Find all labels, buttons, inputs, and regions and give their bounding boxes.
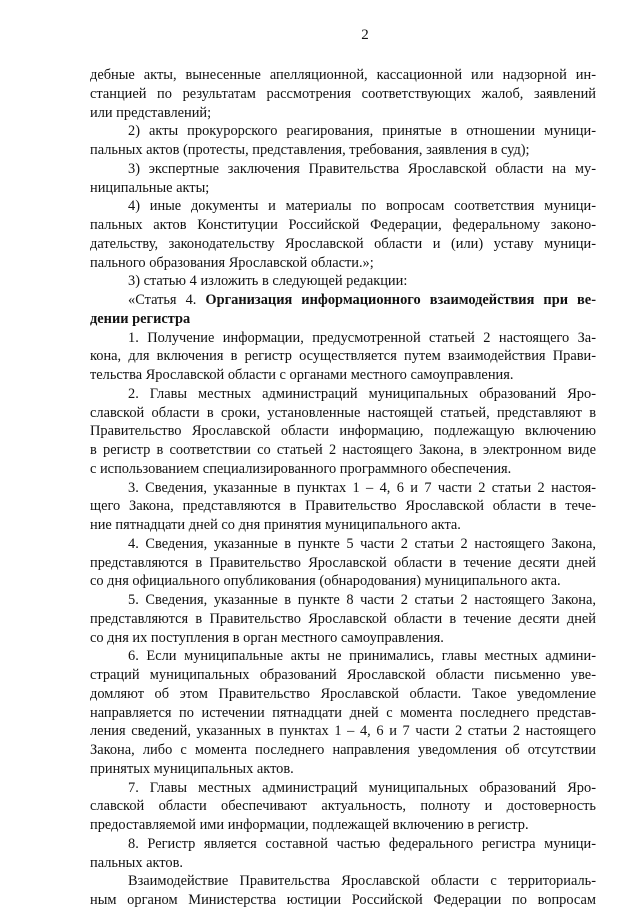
text-line: со дня их поступления в орган местного самоуправления. (90, 629, 444, 646)
text-line: славской области обеспечивают актуальность, полноту и достоверность (90, 798, 596, 815)
text-line: 5. Сведения, указанные в пункте 8 части 2 статьи 2 настоящего Закона, (128, 592, 596, 608)
text-line: домляют об этом Правительство Ярославской области. Такое уведомление (90, 685, 596, 702)
text-line: дении регистра (90, 310, 191, 327)
text-line: 1. Получение информации, предусмотренной статьей 2 настоящего За- (128, 329, 596, 346)
text-line: со дня официального опубликования (обнародования) муниципального акта. (90, 573, 561, 590)
text-line: ным органом Министерства юстиции Российской Федерации по вопросам (90, 892, 596, 908)
line-prefix: «Статья 4. (128, 292, 206, 308)
text-line: станцией по результатам рассмотрения соответствующих жалоб, заявлений (90, 85, 596, 102)
text-line: с использованием специализированного программного обеспечения. (90, 460, 512, 477)
text-line: представляются в Правительство Ярославской области в течение десяти дней (90, 554, 596, 571)
text-line: 2. Главы местных администраций муниципальных образований Яро- (128, 385, 596, 402)
text-line: предоставляемой ими информации, подлежащей включению в регистр. (90, 817, 529, 833)
text-line: 4. Сведения, указанные в пункте 5 части 2 статьи 2 настоящего Закона, (128, 535, 596, 552)
text-line: 7. Главы местных администраций муниципальных образований Яро- (128, 779, 596, 796)
document-body (90, 66, 596, 910)
text-line: тельства Ярославской области с органами местного самоуправления. (90, 367, 514, 383)
text-line: кона, для включения в регистр осуществляется путем взаимодействия Прави- (90, 348, 596, 365)
text-line: в регистр в соответствии со статьей 2 настоящего Закона, в электронном виде (90, 442, 596, 458)
text-line: или представлений; (90, 104, 212, 121)
text-line: 2) акты прокурорского реагирования, принятые в отношении муници- (128, 123, 596, 140)
text-line: страций муниципальных образований Ярославской области письменно уве- (90, 667, 596, 683)
text-line: направляется по истечении пятнадцати дней с момента последнего представ- (90, 704, 596, 721)
text-line: пального образования Ярославской области.»; (90, 254, 374, 271)
text-line: Взаимодействие Правительства Ярославской области с территориаль- (128, 873, 596, 890)
text-line: пальных актов (протесты, представления, требования, заявления в суд); (90, 142, 530, 158)
text-line: Закона, либо с момента последнего направления уведомления об отсутствии (90, 742, 596, 758)
text-line: ние пятнадцати дней со дня принятия муниципального акта. (90, 517, 461, 533)
text-line: ниципальные акты; (90, 179, 210, 196)
text-line: 6. Если муниципальные акты не принимались, главы местных админи- (128, 648, 596, 665)
text-line: дательству, законодательству Ярославской области и (или) уставу муници- (90, 235, 596, 252)
text-line: представляются в Правительство Ярославской области в течение десяти дней (90, 610, 596, 627)
text-line: 3) экспертные заключения Правительства Ярославской области на му- (128, 160, 596, 177)
text-line: пальных актов Конституции Российской Федерации, федеральному законо- (90, 217, 596, 233)
text-line: 3. Сведения, указанные в пунктах 1 – 4, 6 и 7 части 2 статьи 2 настоя- (128, 479, 596, 496)
text-line: 8. Регистр является составной частью федерального регистра муници- (128, 835, 596, 852)
text-line: дебные акты, вынесенные апелляционной, кассационной или надзорной ин- (90, 67, 596, 83)
text-line: 4) иные документы и материалы по вопросам соответствия муници- (128, 198, 596, 215)
page-number: 2 (361, 27, 369, 43)
text-line: славской области в сроки, установленные настоящей статьей, представляют в (90, 404, 596, 421)
text-line: Правительство Ярославской области информацию, подлежащую включению (90, 423, 596, 440)
text-line: принятых муниципальных актов. (90, 760, 294, 777)
text-line (90, 291, 596, 310)
text-line: 3) статью 4 изложить в следующей редакции: (128, 273, 408, 290)
text-line: ления сведений, указанных в пунктах 1 – 4, 6 и 7 части 2 статьи 2 настоящего (90, 723, 596, 740)
text-line: пальных актов. (90, 854, 183, 871)
article-heading: Организация информационного взаимодействия при ве- (205, 292, 596, 308)
text-line: щего Закона, представляются в Правительство Ярославской области в тече- (90, 498, 596, 515)
